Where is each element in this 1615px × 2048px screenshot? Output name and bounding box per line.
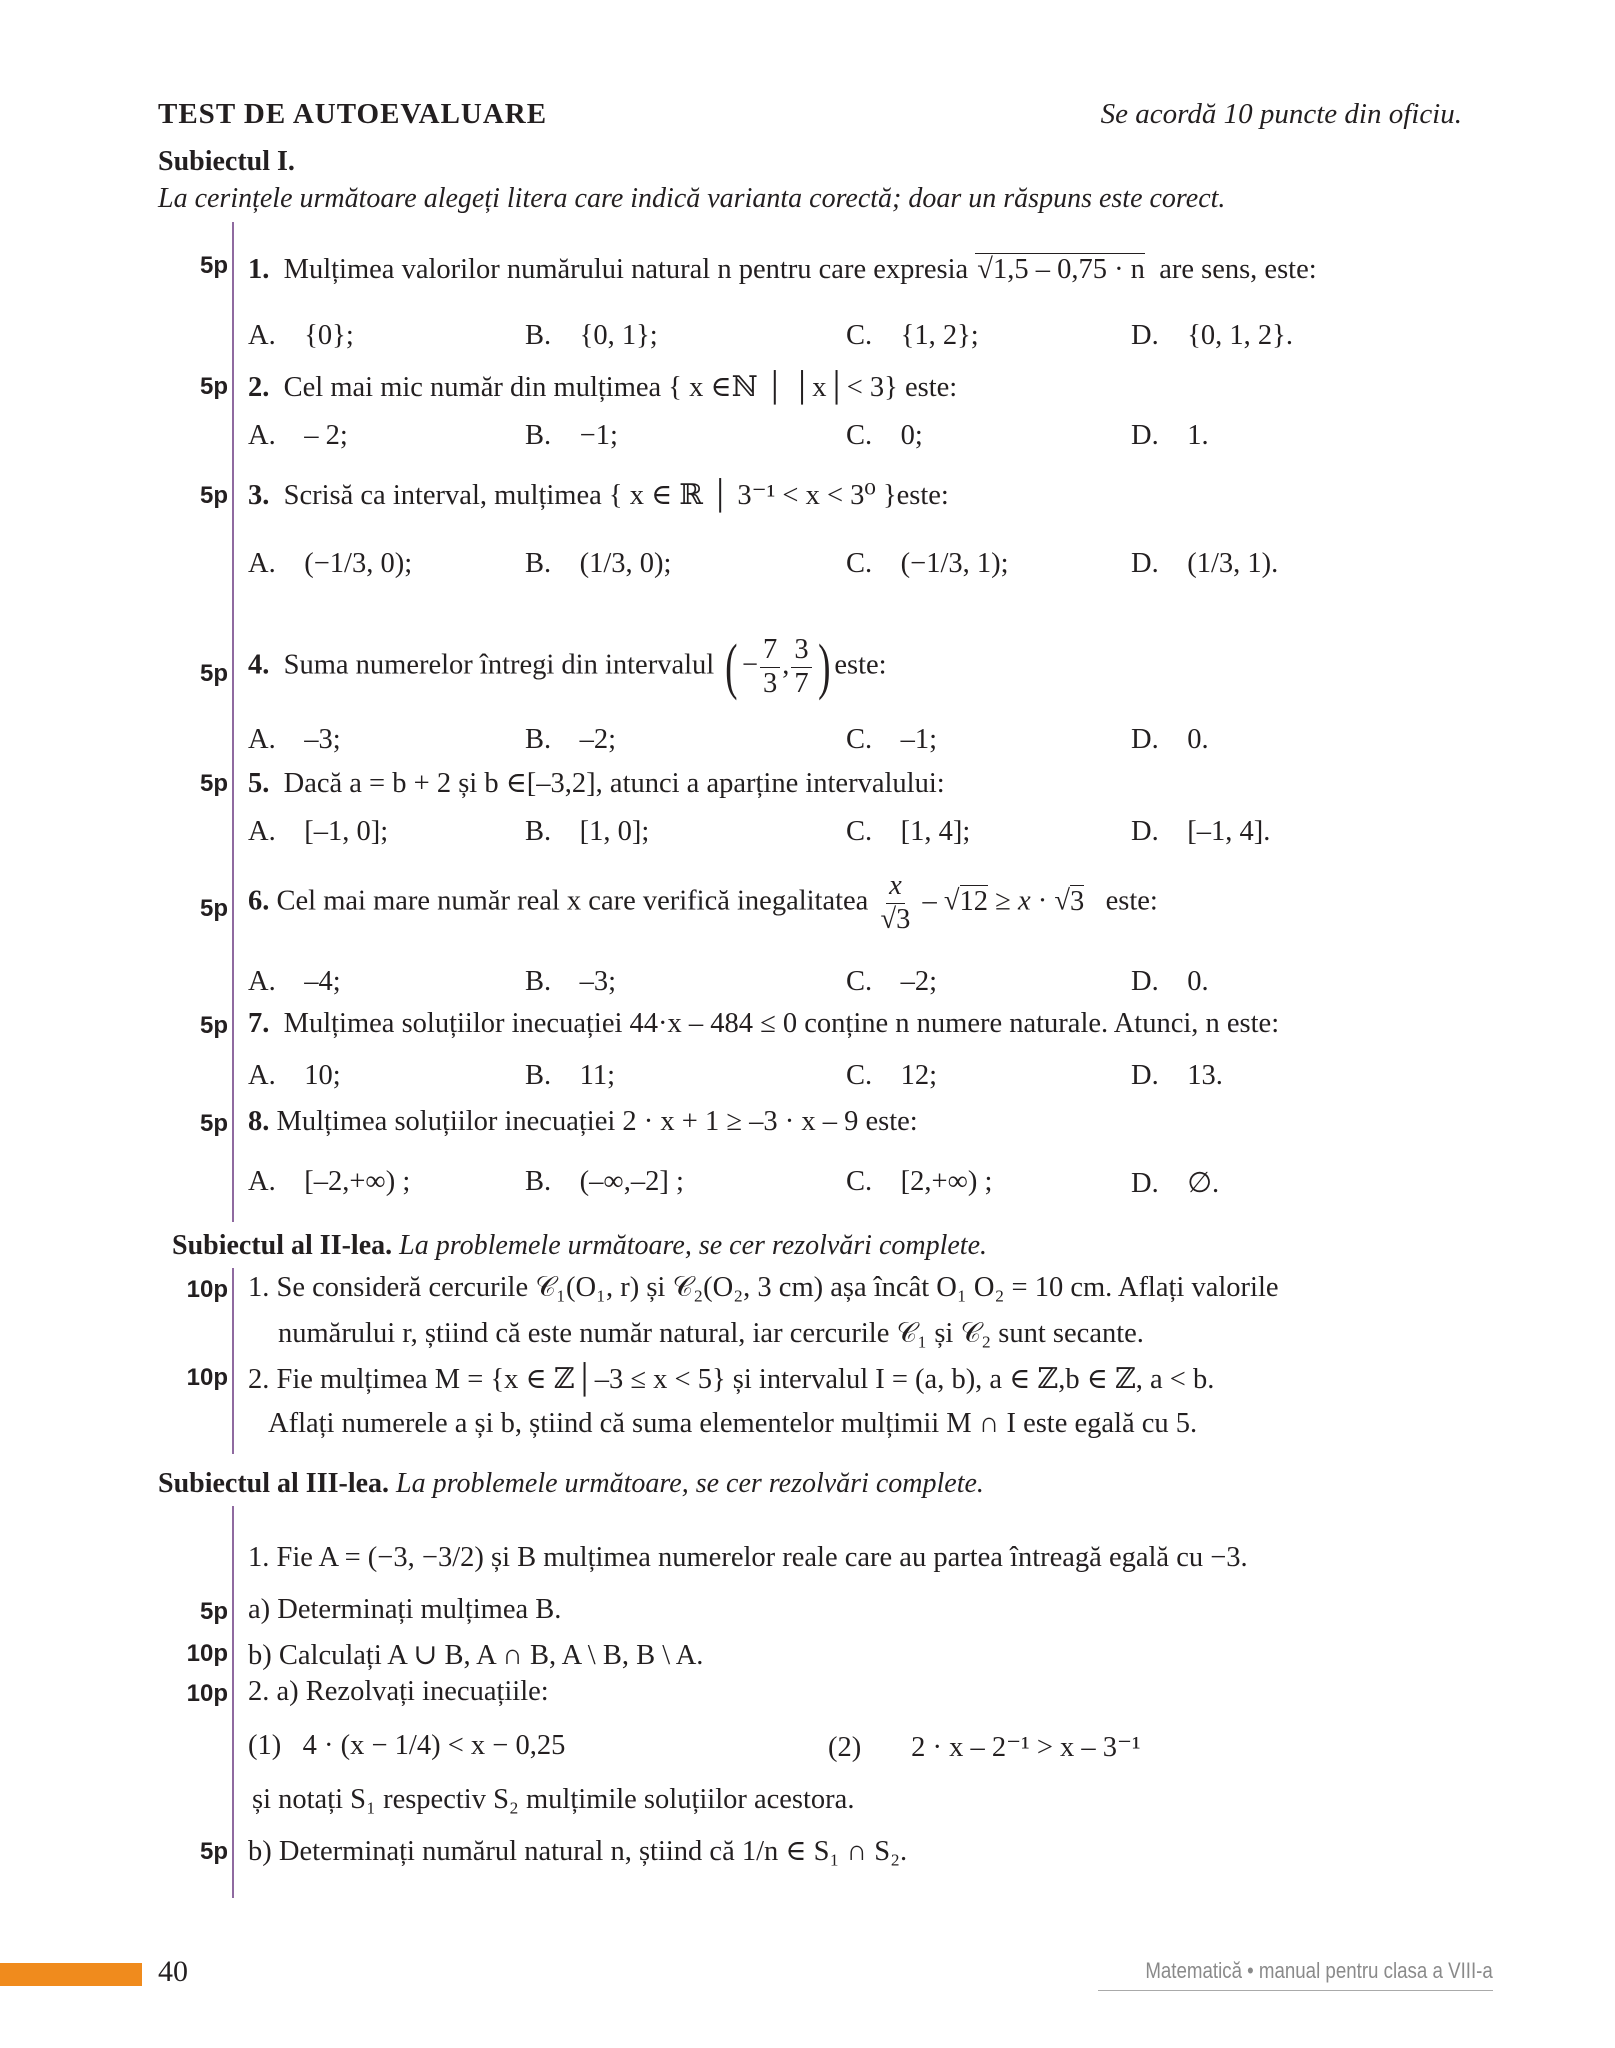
s3-p1b-points: 10p <box>186 1640 228 1667</box>
subject-2-rule <box>232 1268 234 1454</box>
q8-points: 5p <box>199 1110 228 1137</box>
page-number: 40 <box>158 1955 188 1988</box>
q5-option-c[interactable]: C. [1, 4]; <box>846 816 971 847</box>
q3-text: 3. Scrisă ca interval, mulțimea { x ∈ ℝ │ 3⁻¹ < x < 3⁰ }este: <box>248 480 949 511</box>
footer-rule <box>1098 1990 1493 1991</box>
q2-points: 5p <box>199 373 228 400</box>
q4-points: 5p <box>199 660 228 687</box>
subject-3-instruction: La problemele următoare, se cer rezolvări complete. <box>396 1468 984 1499</box>
q5-text: 5. Dacă a = b + 2 și b ∈[–3,2], atunci a aparține intervalului: <box>248 768 945 799</box>
q8-option-b[interactable]: B. (–∞,–2] ; <box>525 1166 684 1197</box>
q3-option-c[interactable]: C. (−1/3, 1); <box>846 548 1009 579</box>
q4-option-b[interactable]: B. –2; <box>525 724 617 755</box>
s3-ineq1: (1) 4 · (x − 1/4) < x − 0,25 <box>248 1730 566 1761</box>
s3-p1-text: 1. Fie A = (−3, −3/2) și B mulțimea numerelor reale care au partea întreagă egală cu −3. <box>248 1542 1248 1573</box>
q7-points: 5p <box>199 1012 228 1039</box>
footer-accent-bar <box>0 1963 142 1986</box>
q1-option-a[interactable]: A. {0}; <box>248 320 354 351</box>
bonus-points-note: Se acordă 10 puncte din oficiu. <box>1100 98 1462 130</box>
q4-option-c[interactable]: C. –1; <box>846 724 938 755</box>
q7-option-d[interactable]: D. 13. <box>1131 1060 1223 1091</box>
s3-p2b-points: 5p <box>199 1838 228 1865</box>
q1-option-d[interactable]: D. {0, 1, 2}. <box>1131 320 1293 351</box>
q6-points: 5p <box>199 895 228 922</box>
s3-p1a-points: 5p <box>199 1598 228 1625</box>
q4-frac-left: $\frac{7}{3}$ <box>760 636 780 698</box>
s3-p1a-text: a) Determinați mulțimea B. <box>248 1594 562 1625</box>
page-title: TEST DE AUTOEVALUARE <box>158 98 548 130</box>
s2-p1-points: 10p <box>186 1276 228 1303</box>
s3-p2-note: și notați S₁ respectiv S₂ mulțimile soluțiilor acestora. <box>252 1784 855 1815</box>
q1-expression: √1,5 – 0,75 · n <box>977 254 1145 285</box>
subject-1-title: Subiectul I. <box>158 146 295 177</box>
q7-option-a[interactable]: A. 10; <box>248 1060 341 1091</box>
q6-text: 6. Cel mai mare număr real x care verifică inegalitatea $\frac{x}{√3}$ – √12 ≥ x · √3 este: <box>248 870 1158 935</box>
q6-fraction: $\frac{x}{√3}$ <box>880 870 911 935</box>
s3-p2a-text: 2. a) Rezolvați inecuațiile: <box>248 1676 549 1707</box>
q3-option-d[interactable]: D. (1/3, 1). <box>1131 548 1279 579</box>
q8-option-c[interactable]: C. [2,+∞) ; <box>846 1166 993 1197</box>
q2-option-b[interactable]: B. −1; <box>525 420 618 451</box>
subject-2-title: Subiectul al II-lea. La problemele următoare, se cer rezolvări complete. <box>172 1230 988 1261</box>
q7-option-c[interactable]: C. 12; <box>846 1060 938 1091</box>
s3-p2a-points: 10p <box>186 1680 228 1707</box>
subject-1-rule <box>232 222 234 1222</box>
subject-3-rule <box>232 1506 234 1898</box>
q2-option-c[interactable]: C. 0; <box>846 420 923 451</box>
q4-option-a[interactable]: A. –3; <box>248 724 341 755</box>
q1-points: 5p <box>199 252 228 279</box>
s2-p1-line2: numărului r, știind că este număr natural, iar cercurile 𝒞₁ și 𝒞₂ sunt secante. <box>278 1318 1144 1349</box>
subject-3-title: Subiectul al III-lea. La problemele următoare, se cer rezolvări complete. <box>158 1468 984 1499</box>
s3-ineq2: (2) 2 · x – 2⁻¹ > x – 3⁻¹ <box>828 1732 1141 1763</box>
q5-points: 5p <box>199 770 228 797</box>
q1-option-b[interactable]: B. {0, 1}; <box>525 320 658 351</box>
q6-option-a[interactable]: A. –4; <box>248 966 341 997</box>
q4-option-d[interactable]: D. 0. <box>1131 724 1209 755</box>
q1-text: 1. Mulțimea valorilor numărului natural n pentru care expresia √1,5 – 0,75 · n are sens, este: <box>248 254 1317 285</box>
q6-option-c[interactable]: C. –2; <box>846 966 938 997</box>
s3-p2b-text: b) Determinați numărul natural n, știind că 1/n ∈ S₁ ∩ S₂. <box>248 1836 908 1867</box>
q3-points: 5p <box>199 482 228 509</box>
q8-text: 8. Mulțimea soluțiilor inecuației 2 · x + 1 ≥ –3 · x – 9 este: <box>248 1106 918 1137</box>
q2-option-d[interactable]: D. 1. <box>1131 420 1209 451</box>
q5-option-a[interactable]: A. [–1, 0]; <box>248 816 389 847</box>
subject-1-instruction: La cerințele următoare alegeți litera care indică varianta corectă; doar un răspuns este corect. <box>158 183 1226 214</box>
q4-frac-right: $\frac{3}{7}$ <box>791 636 811 698</box>
q5-option-d[interactable]: D. [–1, 4]. <box>1131 816 1271 847</box>
q2-option-a[interactable]: A. – 2; <box>248 420 348 451</box>
s2-p2-points: 10p <box>186 1364 228 1391</box>
s2-p2-line1: 2. Fie mulțimea M = {x ∈ ℤ│–3 ≤ x < 5} și intervalul I = (a, b), a ∈ ℤ,b ∈ ℤ, a < b. <box>248 1364 1215 1395</box>
q3-option-b[interactable]: B. (1/3, 0); <box>525 548 672 579</box>
q4-text: 4. Suma numerelor întregi din intervalul ( − $\frac{7}{3}$ , $\frac{3}{7}$ ) este: <box>248 633 887 701</box>
q2-text: 2. Cel mai mic număr din mulțimea { x ∈ℕ │ │x│< 3} este: <box>248 372 958 403</box>
q6-option-b[interactable]: B. –3; <box>525 966 617 997</box>
s2-p1-line1: 1. Se consideră cercurile 𝒞₁(O₁, r) și 𝒞₂(O₂, 3 cm) așa încât O₁ O₂ = 10 cm. Aflați valorile <box>248 1272 1279 1303</box>
s2-p2-line2: Aflați numerele a și b, știind că suma elementelor mulțimii M ∩ I este egală cu 5. <box>268 1408 1198 1439</box>
subject-2-instruction: La problemele următoare, se cer rezolvări complete. <box>399 1230 988 1261</box>
q3-option-a[interactable]: A. (−1/3, 0); <box>248 548 413 579</box>
q8-option-a[interactable]: A. [–2,+∞) ; <box>248 1166 411 1197</box>
q7-text: 7. Mulțimea soluțiilor inecuației 44·x – 484 ≤ 0 conține n numere naturale. Atunci, n este: <box>248 1008 1280 1039</box>
s3-p1b-text: b) Calculați A ∪ B, A ∩ B, A \ B, B \ A. <box>248 1640 704 1671</box>
q7-option-b[interactable]: B. 11; <box>525 1060 616 1091</box>
q1-option-c[interactable]: C. {1, 2}; <box>846 320 979 351</box>
q5-option-b[interactable]: B. [1, 0]; <box>525 816 650 847</box>
q8-option-d[interactable]: D. ∅. <box>1131 1168 1220 1199</box>
book-title: Matematică • manual pentru clasa a VIII-a <box>1145 1958 1493 1983</box>
q6-option-d[interactable]: D. 0. <box>1131 966 1209 997</box>
